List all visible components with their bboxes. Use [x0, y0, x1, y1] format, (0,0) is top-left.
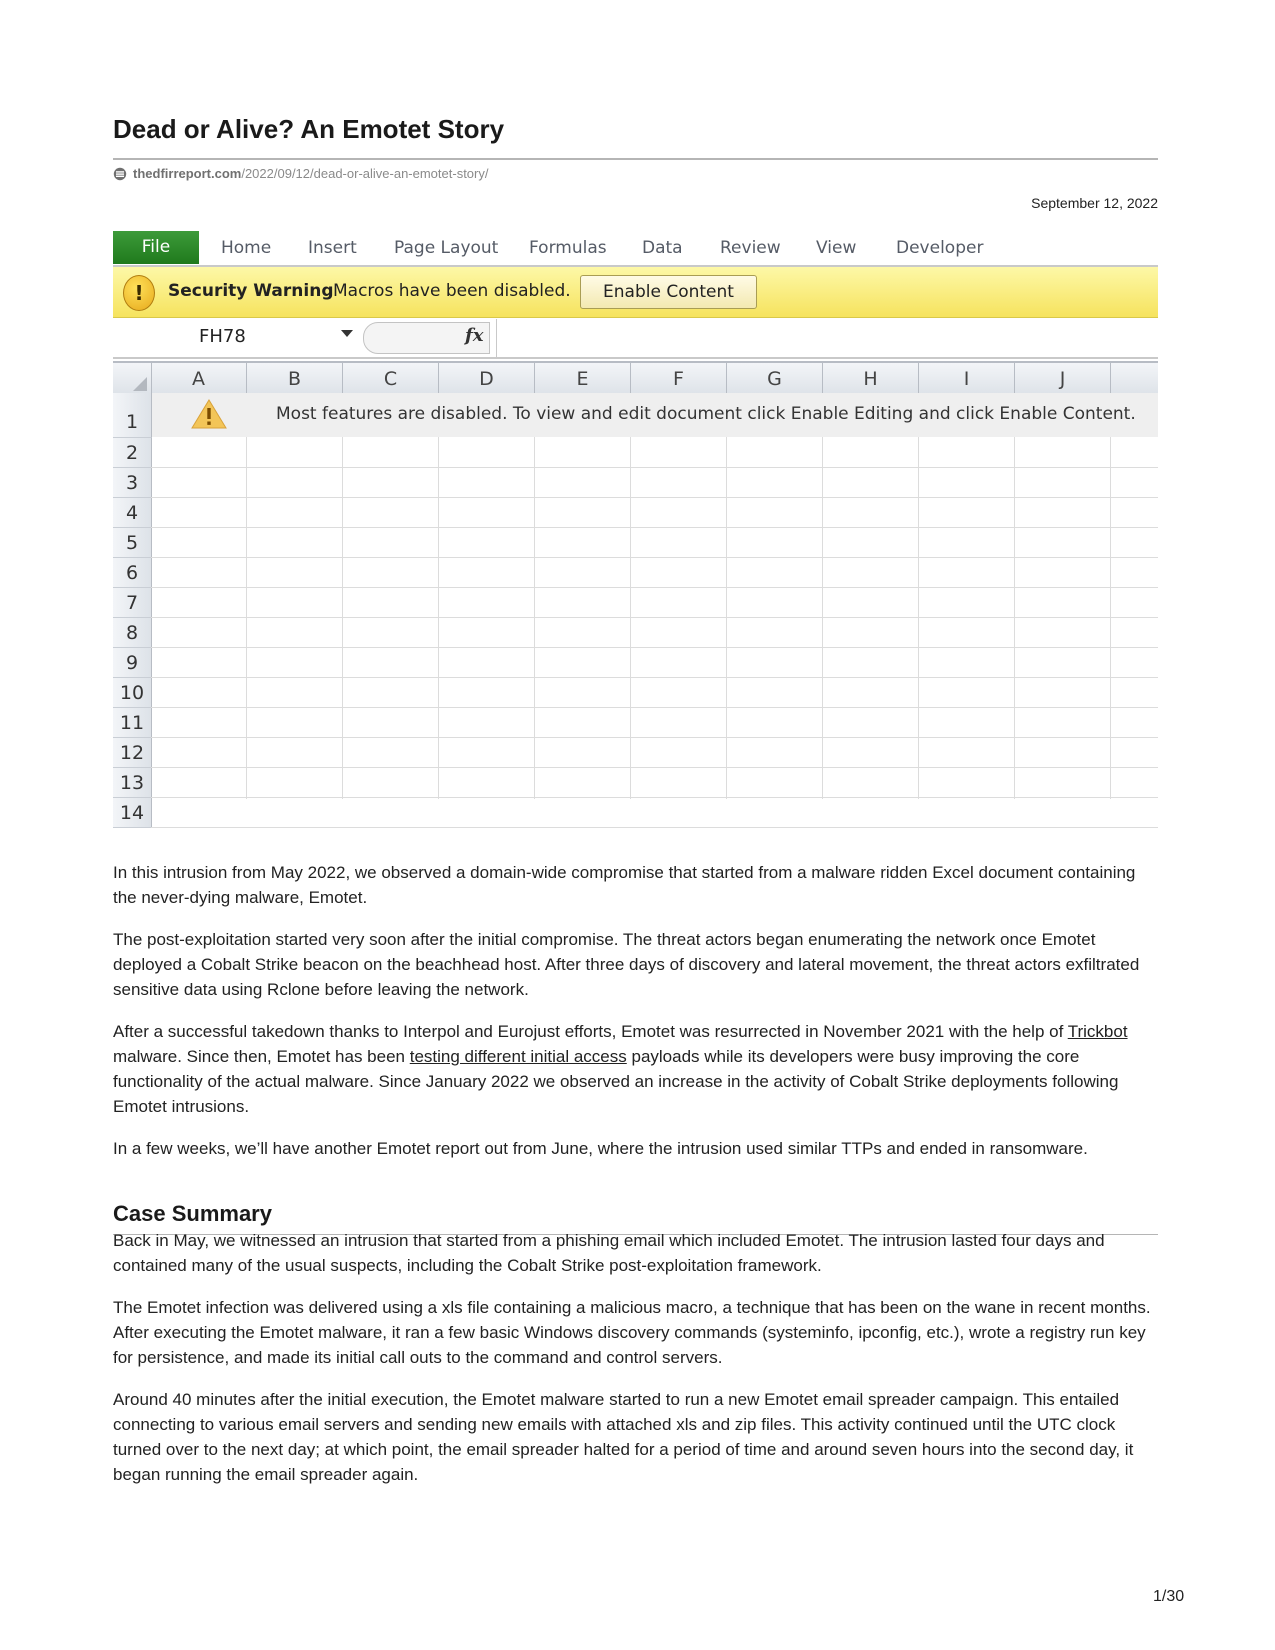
article-title: Dead or Alive? An Emotet Story — [113, 114, 505, 144]
paragraph-upcoming-report: In a few weeks, we’ll have another Emotet report out from June, where the intrusion used similar TTPs and ended in ransomware. — [113, 1139, 1088, 1158]
grid-line — [151, 797, 1158, 798]
grid-line — [151, 737, 1158, 738]
section-heading-case-summary: Case Summary — [113, 1201, 272, 1226]
row-header-11[interactable]: 11 — [113, 708, 152, 738]
text-span: After a successful takedown thanks to Interpol and Eurojust efforts, Emotet was resurrected in November 2021 with the help of — [113, 1022, 1068, 1041]
fx-icon[interactable]: fx — [465, 325, 484, 346]
publish-date: September 12, 2022 — [1031, 195, 1158, 211]
source-path: /2022/09/12/dead-or-alive-an-emotet-story/ — [241, 166, 489, 181]
select-all-corner[interactable] — [113, 363, 152, 395]
column-header-f[interactable]: F — [631, 363, 727, 395]
column-header-j[interactable]: J — [1015, 363, 1111, 395]
grid-line — [246, 437, 247, 799]
ribbon-tab-data[interactable]: Data — [642, 238, 683, 258]
source-url[interactable] — [113, 166, 488, 181]
ribbon-tab-view[interactable]: View — [816, 238, 857, 258]
excel-screenshot — [113, 231, 1158, 850]
grid-line — [151, 617, 1158, 618]
ribbon-tab-home[interactable]: Home — [221, 238, 272, 258]
row-header-6[interactable]: 6 — [113, 558, 152, 588]
grid-line — [822, 437, 823, 799]
text-span: payloads while its developers were busy improving the core functionality of the actual malware. Since January 2022 we observed an increase in the activity of Cobalt Strike deployments following Emotet intrusions. — [113, 1047, 1119, 1116]
grid-line — [151, 647, 1158, 648]
row-header-12[interactable]: 12 — [113, 738, 152, 768]
row1-notice — [151, 393, 1158, 437]
grid-line — [1110, 437, 1111, 799]
paragraph-case-summary-2: The Emotet infection was delivered using a xls file containing a malicious macro, a technique that has been on the wane in recent months. After executing the Emotet malware, it ran a few basic Windows discovery commands (systeminfo, ipconfig, etc.), wrote a registry run key for persistence, and made its initial call outs to the command and control servers. — [113, 1298, 1151, 1367]
column-header-i[interactable]: I — [919, 363, 1015, 395]
grid-line — [630, 437, 631, 799]
paragraph-background — [113, 1019, 1158, 1119]
grid-line — [151, 587, 1158, 588]
row-header-3[interactable]: 3 — [113, 468, 152, 498]
row-header-5[interactable]: 5 — [113, 528, 152, 558]
row-header-9[interactable]: 9 — [113, 648, 152, 678]
column-header-c[interactable]: C — [343, 363, 439, 395]
security-warning-label: Security Warning — [168, 281, 334, 301]
row-header-14[interactable]: 14 — [113, 798, 152, 828]
row-header-1[interactable]: 1 — [113, 393, 152, 438]
ribbon-tab-page-layout[interactable]: Page Layout — [394, 238, 499, 258]
text-span: malware. Since then, Emotet has been — [113, 1047, 410, 1066]
excel-ribbon — [113, 231, 1158, 267]
row-header-8[interactable]: 8 — [113, 618, 152, 648]
grid-line — [1014, 437, 1015, 799]
formula-bar — [113, 319, 1158, 359]
grid-line — [151, 827, 1158, 828]
globe-icon — [113, 167, 127, 181]
column-header-e[interactable]: E — [535, 363, 631, 395]
grid-line — [342, 437, 343, 799]
ribbon-tab-file[interactable]: File — [113, 231, 199, 264]
grid-line — [151, 527, 1158, 528]
grid-line — [151, 707, 1158, 708]
ribbon-tab-formulas[interactable]: Formulas — [529, 238, 607, 258]
row-header-2[interactable]: 2 — [113, 438, 152, 468]
warning-icon — [191, 399, 227, 429]
ribbon-tab-review[interactable]: Review — [720, 238, 781, 258]
grid-line — [438, 437, 439, 799]
grid-line — [151, 497, 1158, 498]
title-divider — [113, 158, 1158, 160]
page-number: 1/30 — [1153, 1588, 1185, 1605]
source-domain: thedfirreport.com — [133, 166, 242, 181]
security-warning-message: Macros have been disabled. — [333, 281, 571, 301]
name-box[interactable]: FH78 — [199, 326, 246, 347]
warning-shield-icon: ! — [123, 275, 155, 311]
chevron-down-icon[interactable] — [341, 330, 353, 337]
row-header-10[interactable]: 10 — [113, 678, 152, 708]
ribbon-tab-insert[interactable]: Insert — [308, 238, 357, 258]
grid-line — [918, 437, 919, 799]
column-header-h[interactable]: H — [823, 363, 919, 395]
grid-line — [151, 767, 1158, 768]
disabled-features-message: Most features are disabled. To view and edit document click Enable Editing and click Enable Content. — [276, 404, 1136, 424]
grid-line — [726, 437, 727, 799]
column-headers — [113, 361, 1158, 395]
security-warning-bar — [113, 267, 1158, 318]
paragraph-post-exploitation: The post-exploitation started very soon after the initial compromise. The threat actors began enumerating the network once Emotet deployed a Cobalt Strike beacon on the beachhead host. After three days of discovery and lateral movement, the threat actors exfiltrated sensitive data using Rclone before leaving the network. — [113, 930, 1140, 999]
row-header-13[interactable]: 13 — [113, 768, 152, 798]
row-header-4[interactable]: 4 — [113, 498, 152, 528]
grid-line — [534, 437, 535, 799]
column-header-a[interactable]: A — [151, 363, 247, 395]
grid-line — [151, 557, 1158, 558]
column-header-d[interactable]: D — [439, 363, 535, 395]
paragraph-case-summary-3: Around 40 minutes after the initial execution, the Emotet malware started to run a new Emotet email spreader campaign. This entailed connecting to various email servers and sending new emails with attached xls and zip files. This activity continued until the UTC clock turned over to the next day; at which point, the email spreader halted for a period of time and around seven hours into the second day, it began running the email spreader again. — [113, 1390, 1134, 1484]
row-header-7[interactable]: 7 — [113, 588, 152, 618]
enable-content-button[interactable]: Enable Content — [580, 275, 757, 309]
paragraph-intro: In this intrusion from May 2022, we observed a domain-wide compromise that started from a malware ridden Excel document containing the never-dying malware, Emotet. — [113, 863, 1136, 907]
paragraph-case-summary-1: Back in May, we witnessed an intrusion that started from a phishing email which included Emotet. The intrusion lasted four days and contained many of the usual suspects, including the Cobalt Strike post-exploitation framework. — [113, 1231, 1105, 1275]
formula-separator — [496, 319, 497, 357]
column-header-b[interactable]: B — [247, 363, 343, 395]
initial-access-link[interactable]: testing different initial access — [409, 1047, 627, 1066]
ribbon-tab-developer[interactable]: Developer — [896, 238, 984, 258]
trickbot-link[interactable]: Trickbot — [1067, 1022, 1128, 1041]
grid-line — [151, 677, 1158, 678]
column-header-g[interactable]: G — [727, 363, 823, 395]
grid-line — [151, 467, 1158, 468]
